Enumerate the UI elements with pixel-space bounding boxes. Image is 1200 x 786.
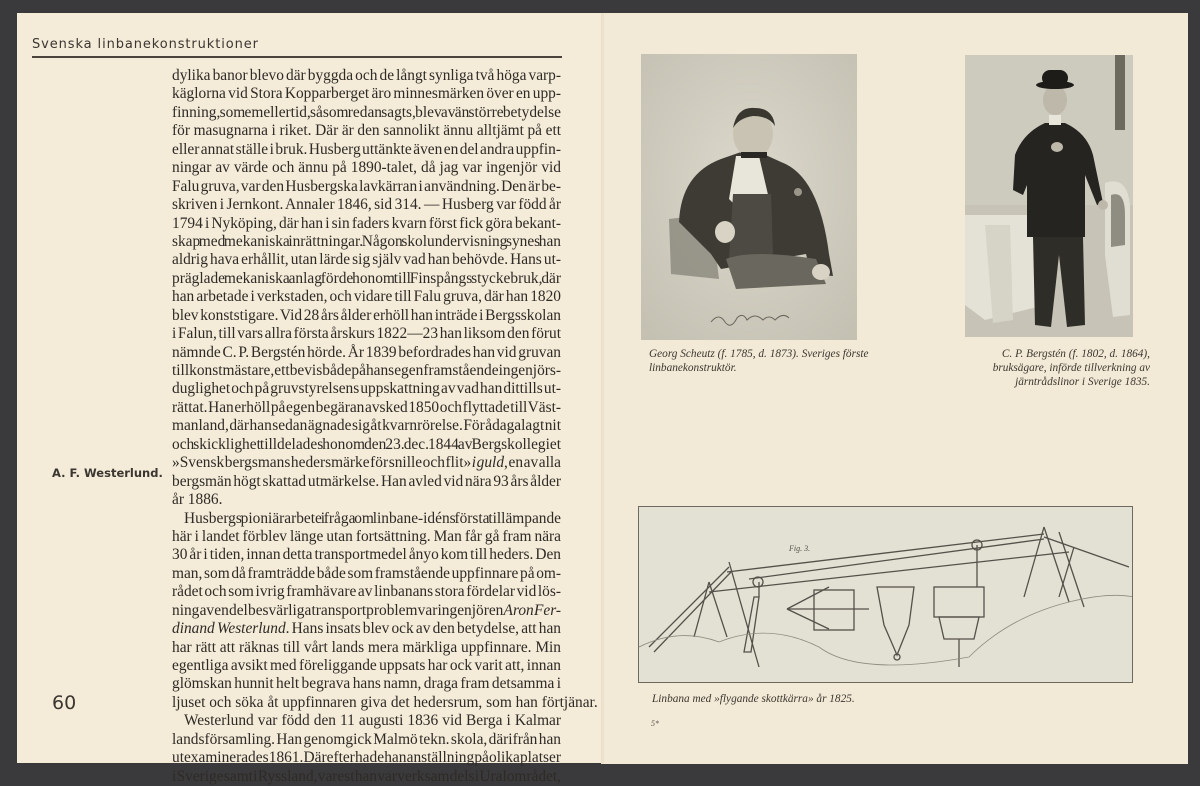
italic-fragment: Aron Fer-: [503, 601, 561, 619]
text-line: ningar av värde och ännu på 1890-talet, då jag var ingenjör vid: [172, 159, 561, 177]
text-line: [172, 620, 561, 638]
text-fragment: ning av en del besvärliga transportproblem var ingenjören: [172, 601, 504, 619]
text-line: 30 år i tiden, innan detta transportmedel ånyo kom till heders. Den: [172, 546, 561, 564]
text-line: år 1886.: [172, 491, 223, 509]
text-line: han arbetade i verkstaden, och vidare till Falu gruva, där han 1820: [172, 288, 561, 306]
cableway-drawing: [638, 506, 1133, 683]
text-line: aldrig hava erhållit, utan lärde sig själv vad han behövde. Hans ut-: [172, 251, 561, 269]
portrait-georg-scheutz: [641, 54, 857, 340]
text-line: till konstmästare, ett bevis både på hans egen framstående ingenjörs-: [172, 362, 561, 379]
italic-fragment: i guld: [471, 454, 505, 472]
text-line: utexaminerades 1861. Därefter hade han anställning på olika platser: [172, 749, 561, 767]
text-line: egentliga avsikt med föreliggande uppsats har ock varit att, innan: [172, 657, 561, 674]
text-line: rättat. Han erhöll på egen begäran avsked 1850 och flyttade till Väst-: [172, 398, 561, 416]
text-fragment: »Svensk bergsmans hedersmärke för snille och flit»: [172, 454, 472, 472]
text-line: landsförsamling. Han genomgick Malmö tekn. skola, därifrån han: [172, 730, 561, 748]
text-line: i Falun, till vars allra första årskurs 1822—23 han liksom den förut: [172, 325, 561, 343]
caption-bergsten: C. P. Bergstén (f. 1802, d. 1864), bruksägare, införde tillverkning av järntrådslinor i Sverige 1835.: [992, 348, 1150, 388]
body-text: [172, 67, 598, 786]
text-line: har rätt att räknas till vårt lands mera märkliga uppfinnare. Min: [172, 638, 561, 656]
text-line: skriven i Jernkont. Annaler 1846, sid 314. — Husberg var född år: [172, 196, 561, 214]
text-line: i Sverige samt i Ryssland, varest han var verksam dels i Uralområdet,: [172, 767, 561, 785]
text-line: Westerlund var född den 11 augusti 1836 vid Berga i Kalmar: [184, 712, 561, 730]
italic-fragment: dinand Westerlund: [172, 620, 286, 638]
text-line: eller annat ställe i bruk. Husberg uttänkte även en del andra uppfin-: [172, 140, 561, 158]
text-line: Falu gruva, var den Husbergska lavkärran i användning. Den är be-: [172, 177, 561, 195]
text-line: här i landet förblev länge utan fortsättning. Man får gå fram nära: [172, 527, 561, 545]
text-line: rådet och som ivrig framhävare av linbanans stora fördelar vid lös-: [172, 583, 561, 601]
text-line: [172, 454, 561, 472]
text-line: käglorna vid Stora Kopparberget äro minnesmärken över en upp-: [172, 85, 561, 103]
text-line: bergsmän högt skattad utmärkelse. Han avled vid nära 93 års ålder: [172, 472, 561, 490]
text-line: man, som då framträdde både som framstående uppfinnare på om-: [172, 564, 561, 582]
text-line: präglade mekaniska anlag förde honom till Finspångs styckebruk, där: [172, 269, 561, 287]
caption-drawing: Linbana med »flygande skottkärra» år 1825.: [652, 693, 855, 705]
text-fragment: , en av alla: [504, 454, 562, 472]
page-number: 60: [52, 692, 77, 714]
text-line: dylika banor blevo där byggda och de långt synliga två höga varp-: [172, 67, 561, 84]
text-line: duglighet och på gruvstyrelsens uppskattning av vad han dittills ut-: [172, 380, 561, 398]
text-fragment: . Hans insats blev ock av den betydelse, att han: [285, 620, 561, 638]
text-line: manland, där han sedan ägnade sig åt kvarnrörelse. För ådagalagt nit: [172, 417, 561, 435]
margin-note: A. F. Westerlund.: [52, 466, 163, 480]
text-line: och skicklighet tilldelades honom den 23. dec. 1844 av Bergskollegiet: [172, 435, 561, 453]
printers-signature-mark: 5*: [651, 719, 659, 728]
text-line: skap med mekaniska inrättningar. Någon skolundervisning synes han: [172, 232, 561, 250]
portrait-cp-bergsten: [965, 55, 1133, 337]
running-head-rule: [32, 56, 562, 58]
running-head: Svenska linbanekonstruktioner: [32, 37, 259, 52]
book-gutter: [601, 13, 604, 764]
text-line: för masugnarna i riket. Där är den sannolikt ännu alltjämt på ett: [172, 122, 561, 140]
caption-scheutz: Georg Scheutz (f. 1785, d. 1873). Sveriges förste linbanekonstruktör.: [649, 348, 869, 374]
text-line: [172, 602, 561, 620]
drawing-figure-label: Fig. 3.: [789, 544, 811, 553]
text-line: nämnde C. P. Bergstén hörde. År 1839 befordrades han vid gruvan: [172, 343, 561, 361]
text-line: glömskan hunnit helt begrava hans namn, draga fram detsamma i: [172, 675, 561, 693]
text-line: 1794 i Nyköping, där han i sin faders kvarn först fick göra bekant-: [172, 214, 561, 232]
text-line: ljuset och söka åt uppfinnaren giva det hedersrum, som han förtjänar.: [172, 693, 598, 711]
text-line: Husbergs pioniärarbete i fråga om linbane-idéns första tillämpande: [184, 509, 561, 527]
text-line: blev konststigare. Vid 28 års ålder erhöll han inträde i Bergsskolan: [172, 306, 561, 324]
text-line: finning, som emellertid, såsom redan sagts, blev av än större betydelse: [172, 103, 561, 121]
